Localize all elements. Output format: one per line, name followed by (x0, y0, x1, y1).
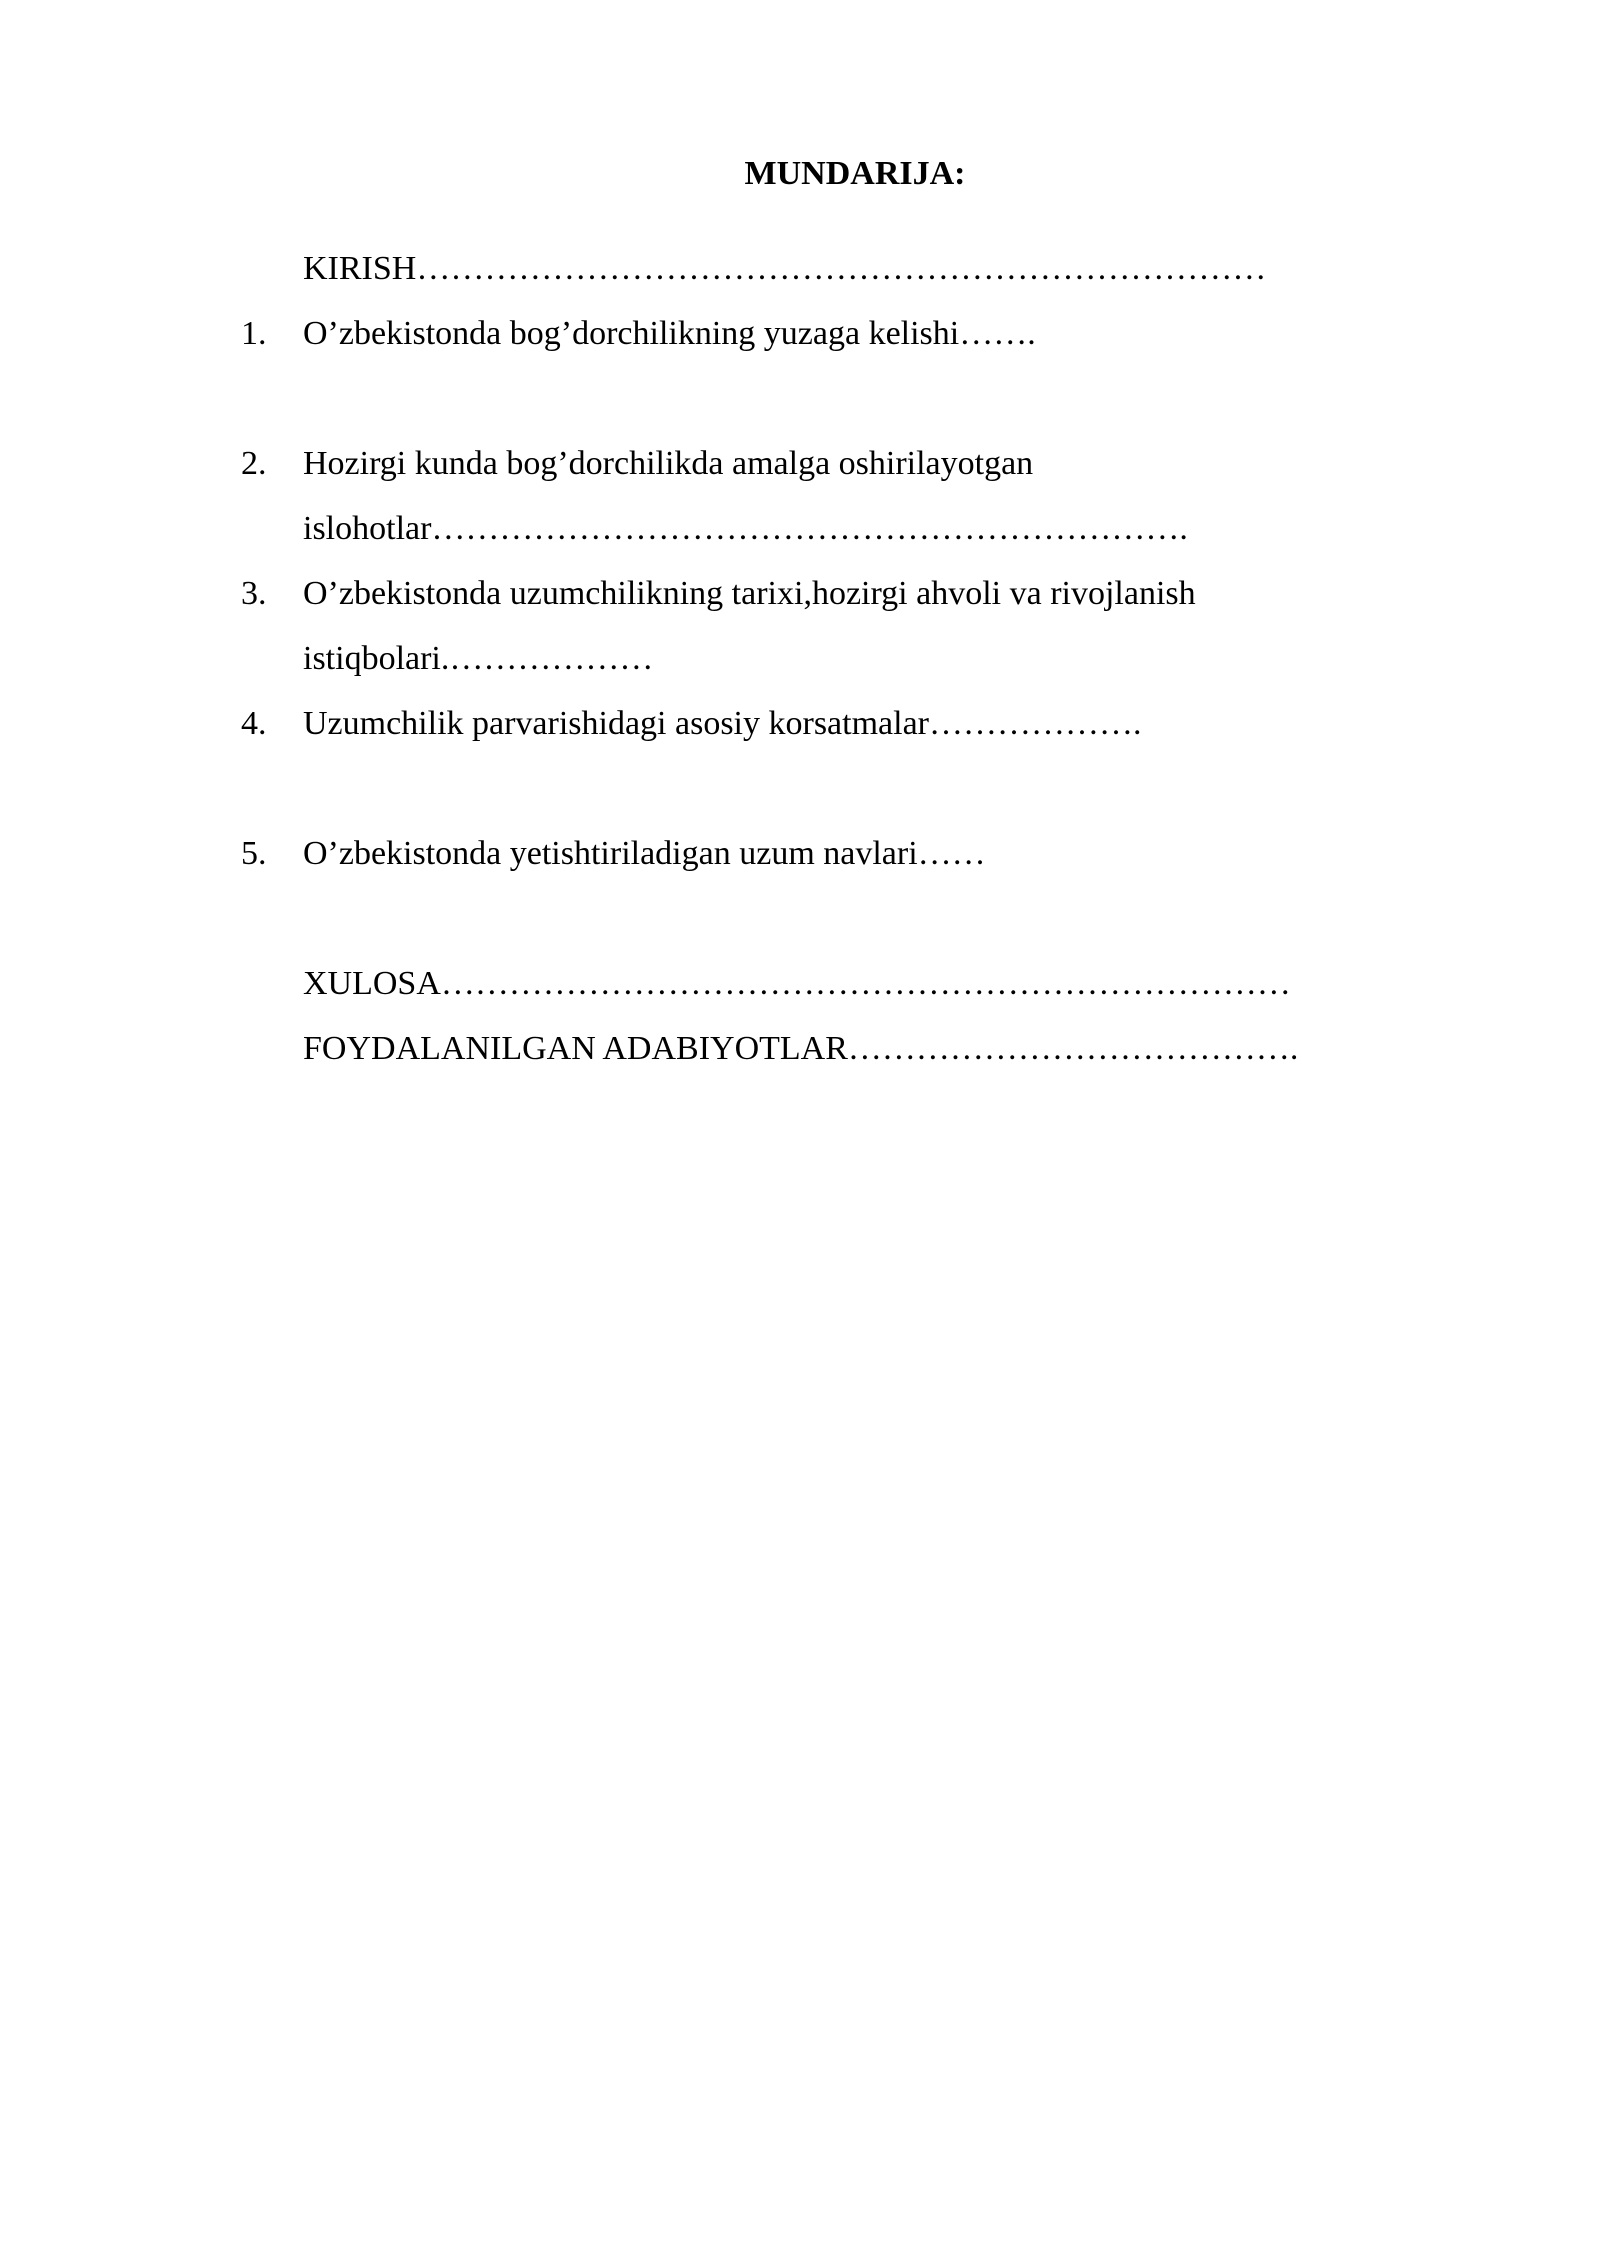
toc-entry-references: FOYDALANILGAN ADABIYOTLAR…………………………………. (303, 1030, 1299, 1067)
toc-entry-3-number: 3. (241, 575, 267, 612)
toc-entry-4-text: Uzumchilik parvarishidagi asosiy korsatmalar………………. (303, 705, 1142, 742)
toc-entry-4-number: 4. (241, 705, 267, 742)
toc-entry-intro: KIRISH………………………………………………………………… (303, 250, 1267, 287)
toc-entry-2-number: 2. (241, 445, 267, 482)
toc-entry-conclusion: XULOSA………………………………………………………………… (303, 965, 1291, 1002)
toc-entry-2-line2: islohotlar…………………………………………………………. (303, 510, 1188, 547)
toc-entry-5-text: O’zbekistonda yetishtiriladigan uzum navlari…… (303, 835, 986, 872)
toc-entry-3-line1: O’zbekistonda uzumchilikning tarixi,hozirgi ahvoli va rivojlanish (303, 575, 1196, 612)
toc-title: MUNDARIJA: (744, 155, 966, 192)
toc-entry-3-line2: istiqbolari.……………… (303, 640, 654, 677)
toc-entry-2-line1: Hozirgi kunda bog’dorchilikda amalga oshirilayotgan (303, 445, 1034, 482)
toc-entry-5-number: 5. (241, 835, 267, 872)
toc-entry-1-text: O’zbekistonda bog’dorchilikning yuzaga kelishi……. (303, 315, 1036, 352)
toc-entry-1-number: 1. (241, 315, 267, 352)
